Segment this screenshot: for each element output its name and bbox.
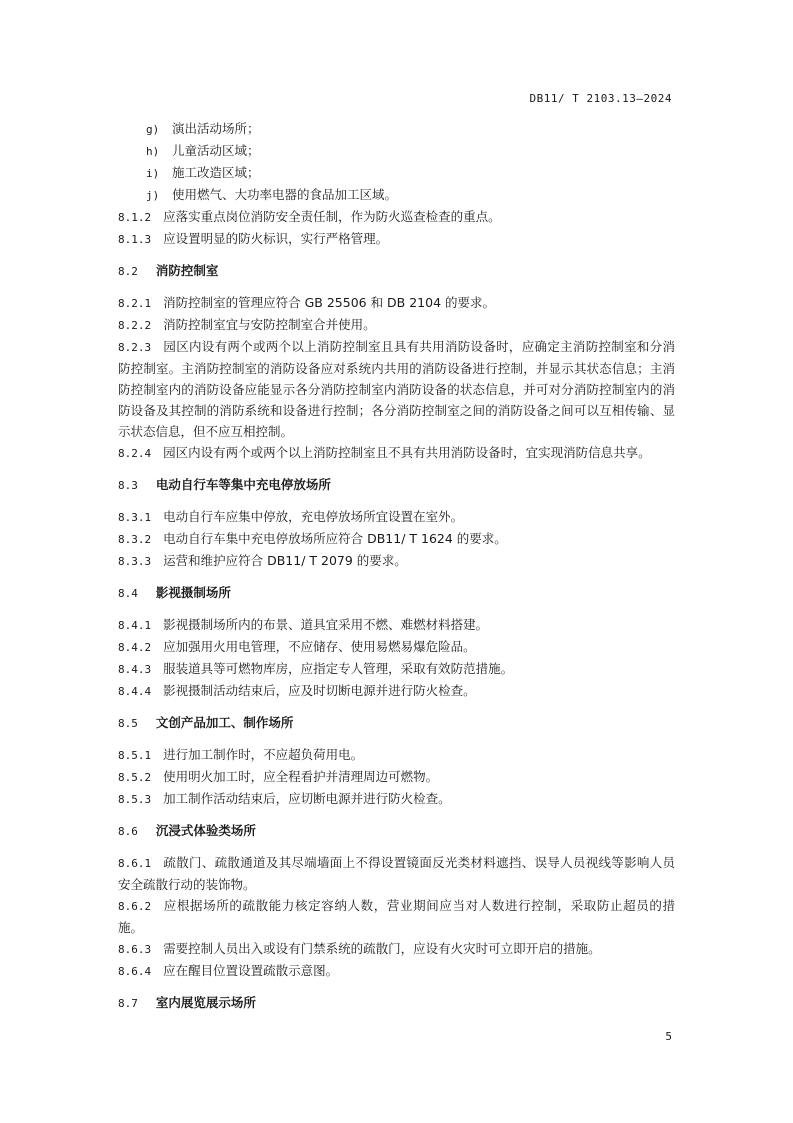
clause-text: 应根据场所的疏散能力核定容纳人数，营业期间应当对人数进行控制，采取防止超员的措施。: [118, 898, 675, 935]
clause-number: 8.2.3: [118, 341, 152, 354]
section-heading: [118, 992, 675, 1014]
section-title: 室内展览展示场所: [155, 995, 256, 1010]
clause-text: 园区内设有两个或两个以上消防控制室且具有共用消防设备时，应确定主消防控制室和分消防控制室。主消防控制室的消防设备应对系统内共用的消防设备进行控制，并显示其状态信息；主消防控制室内的消防设备应能显示各分消防控制室内消防设备的状态信息，并可对分消防控制室内的消防设备及其控制的消防系统和设备进行控制；各分消防控制室之间的消防设备之间可以互相传输、显示状态信息，但不应互相控制。: [118, 339, 675, 439]
clause-text: 疏散门、疏散通道及其尽端墙面上不得设置镜面反光类材料遮挡、误导人员视线等影响人员安全疏散行动的装饰物。: [118, 855, 675, 892]
clause-number: 8.5.2: [118, 771, 152, 784]
clause-number: 8.1.3: [118, 233, 152, 246]
clause: [118, 852, 675, 895]
list-item: [118, 184, 675, 206]
section-title: 消防控制室: [155, 263, 219, 278]
section-heading: [118, 712, 675, 734]
clause: [118, 788, 675, 810]
clause: [118, 528, 675, 550]
clause-text: 园区内设有两个或两个以上消防控制室且不具有共用消防设备时，宜实现消防信息共享。: [163, 445, 651, 460]
clause-number: 8.5.1: [118, 749, 152, 762]
clause: [118, 680, 675, 702]
section-title: 电动自行车等集中充电停放场所: [155, 477, 331, 492]
clause-text: 电动自行车应集中停放，充电停放场所宜设置在室外。: [163, 509, 464, 524]
clause: [118, 550, 675, 572]
clause-text: 应在醒目位置设置疏散示意图。: [163, 963, 339, 978]
page-number: 5: [665, 1030, 672, 1043]
section-title: 文创产品加工、制作场所: [155, 715, 294, 730]
section-number: 8.6: [118, 825, 138, 838]
clause-text: 加工制作活动结束后，应切断电源并进行防火检查。: [163, 791, 451, 806]
clause-number: 8.2.4: [118, 447, 152, 460]
clause-number: 8.6.2: [118, 900, 152, 913]
section-title: 沉浸式体验类场所: [155, 823, 256, 838]
clause: [118, 314, 675, 336]
clause: [118, 766, 675, 788]
clause: [118, 228, 675, 250]
clause-text: 电动自行车集中充电停放场所应符合 DB11/ T 1624 的要求。: [163, 531, 507, 546]
clause-number: 8.4.2: [118, 641, 152, 654]
list-item: [118, 162, 675, 184]
clause-text: 进行加工制作时，不应超负荷用电。: [163, 747, 364, 762]
section-number: 8.2: [118, 265, 138, 278]
page-content: [118, 118, 675, 1014]
list-item: [118, 140, 675, 162]
clause: [118, 292, 675, 314]
clause-text: 需要控制人员出入或设有门禁系统的疏散门，应设有火灾时可立即开启的措施。: [163, 941, 601, 956]
clause: [118, 506, 675, 528]
section-heading: [118, 820, 675, 842]
clause-number: 8.2.2: [118, 319, 152, 332]
clause: [118, 336, 675, 442]
list-item-text: 儿童活动区域；: [172, 143, 260, 158]
list-item: [118, 118, 675, 140]
list-item-text: 使用燃气、大功率电器的食品加工区域。: [172, 187, 398, 202]
section-heading: [118, 582, 675, 604]
clause-text: 服装道具等可燃物库房，应指定专人管理，采取有效防范措施。: [163, 661, 514, 676]
clause-number: 8.4.4: [118, 685, 152, 698]
clause-text: 应设置明显的防火标识，实行严格管理。: [163, 231, 389, 246]
list-item-marker: g): [146, 123, 160, 136]
clause-text: 使用明火加工时，应全程看护并清理周边可燃物。: [163, 769, 439, 784]
clause: [118, 938, 675, 960]
section-heading: [118, 260, 675, 282]
clause: [118, 636, 675, 658]
clause-number: 8.6.4: [118, 965, 152, 978]
list-item-text: 演出活动场所；: [172, 121, 260, 136]
clause: [118, 895, 675, 938]
section-number: 8.7: [118, 997, 138, 1010]
section-heading: [118, 474, 675, 496]
section-number: 8.4: [118, 587, 138, 600]
clause-text: 运营和维护应符合 DB11/ T 2079 的要求。: [163, 553, 407, 568]
list-item-marker: j): [146, 189, 160, 202]
clause-number: 8.3.2: [118, 533, 152, 546]
clause: [118, 960, 675, 982]
clause-text: 消防控制室的管理应符合 GB 25506 和 DB 2104 的要求。: [163, 295, 496, 310]
list-item-text: 施工改造区域；: [172, 165, 260, 180]
clause-number: 8.2.1: [118, 297, 152, 310]
section-number: 8.3: [118, 479, 138, 492]
clause-number: 8.6.1: [118, 857, 152, 870]
clause-number: 8.6.3: [118, 943, 152, 956]
clause: [118, 744, 675, 766]
clause: [118, 442, 675, 464]
clause-text: 影视摄制活动结束后，应及时切断电源并进行防火检查。: [163, 683, 476, 698]
section-number: 8.5: [118, 717, 138, 730]
clause-text: 消防控制室宜与安防控制室合并使用。: [163, 317, 376, 332]
clause: [118, 614, 675, 636]
clause-text: 应落实重点岗位消防安全责任制，作为防火巡查检查的重点。: [163, 209, 501, 224]
clause-number: 8.3.1: [118, 511, 152, 524]
clause-number: 8.1.2: [118, 211, 152, 224]
list-item-marker: h): [146, 145, 160, 158]
clause: [118, 658, 675, 680]
clause-text: 应加强用火用电管理，不应储存、使用易燃易爆危险品。: [163, 639, 476, 654]
clause-number: 8.4.3: [118, 663, 152, 676]
clause-number: 8.5.3: [118, 793, 152, 806]
section-title: 影视摄制场所: [155, 585, 231, 600]
list-item-marker: i): [146, 167, 160, 180]
document-code-header: DB11/ T 2103.13—2024: [529, 92, 672, 105]
clause: [118, 206, 675, 228]
clause-number: 8.4.1: [118, 619, 152, 632]
clause-text: 影视摄制场所内的布景、道具宜采用不燃、难燃材料搭建。: [163, 617, 489, 632]
clause-number: 8.3.3: [118, 555, 152, 568]
